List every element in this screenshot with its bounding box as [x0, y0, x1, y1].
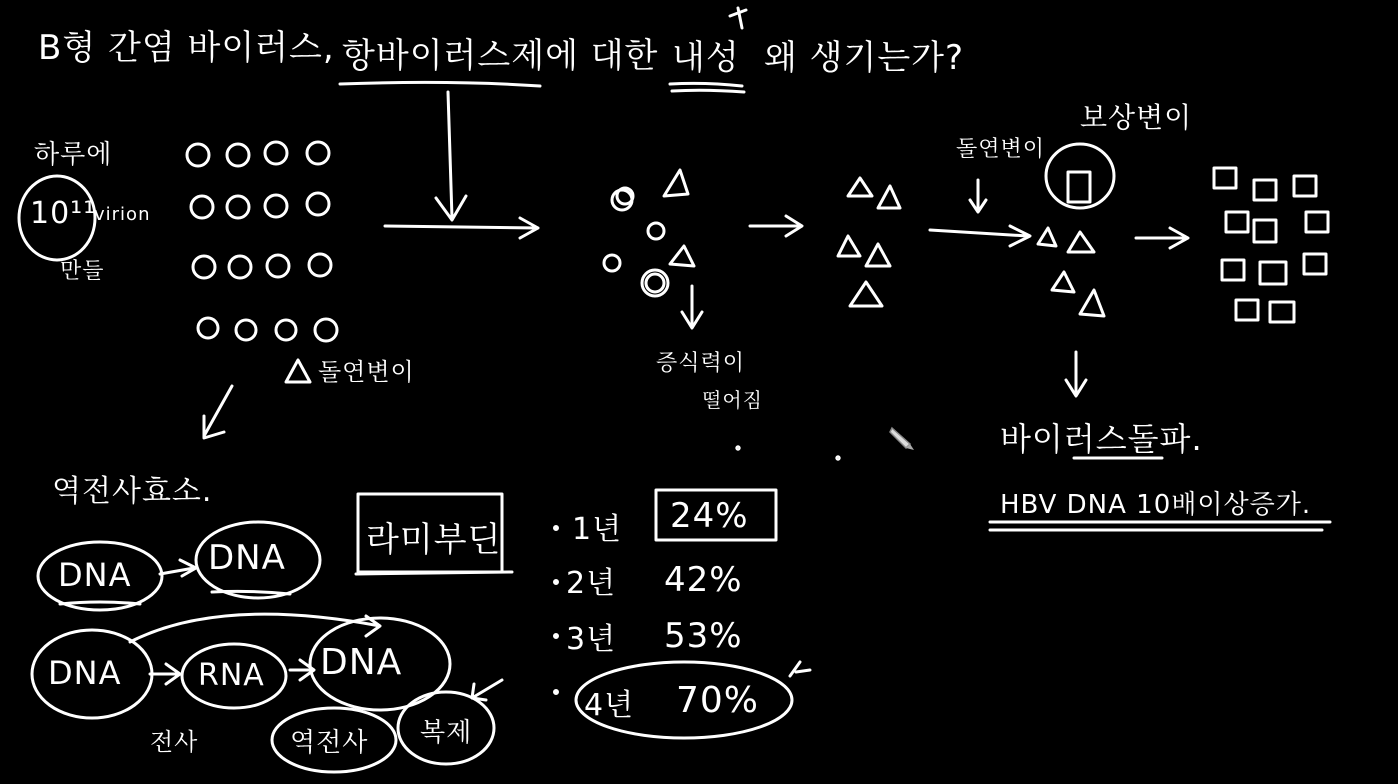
rate-year-1: 1년 [572, 512, 623, 547]
mutation-small-arrow [970, 180, 986, 212]
mixed-population [1038, 228, 1104, 316]
resistance-underline [670, 83, 742, 86]
bullet-3 [555, 635, 558, 638]
proliferation-line-1: 증식력이 [656, 351, 746, 376]
breakthrough-down-arrow [1066, 352, 1086, 396]
curved-arrow [130, 614, 380, 642]
after-drug-population [604, 170, 694, 296]
diag-arrow [204, 386, 232, 438]
lamivudine-label: 라미부딘 [366, 520, 502, 560]
dna2-underline [212, 591, 290, 594]
dna-to-dna-arrow [160, 560, 196, 576]
title-part-1: B형 간염 바이러스, [38, 28, 335, 68]
dna-4: DNA [320, 642, 403, 683]
compensation-square [1068, 172, 1090, 202]
rate-value-1: 24% [670, 496, 749, 536]
transcription-label: 전사 [150, 728, 199, 756]
dna-3: DNA [48, 654, 122, 692]
right-arrow-1 [385, 218, 538, 238]
title-underline [340, 82, 540, 86]
title-part-3: 내성 [672, 38, 740, 78]
dot [837, 457, 839, 459]
dna-to-rna-arrow [150, 664, 180, 684]
dna-2: DNA [208, 538, 286, 578]
breakthrough-label: 바이러스돌파. [1000, 420, 1203, 458]
rate-year-4: 4년 [584, 688, 635, 723]
title-part-2: 항바이러스제에 대한 [342, 36, 659, 76]
dna-1: DNA [58, 556, 132, 594]
rate-value-3: 53% [664, 616, 743, 656]
virion-count: 10¹¹ [30, 196, 97, 231]
rna: RNA [198, 658, 265, 693]
bullet-1 [555, 527, 558, 530]
compensation-label: 보상변이 [1080, 101, 1193, 134]
asterisk-mark [730, 8, 746, 28]
hbv-note: HBV DNA 10배이상증가. [1000, 490, 1312, 520]
virion-unit: virion [94, 204, 151, 225]
right-arrow-4 [1136, 228, 1188, 248]
produced-label: 만들 [60, 259, 105, 284]
pen-cursor-icon [888, 424, 916, 452]
title-part-4: 왜 생기는가? [764, 38, 965, 78]
rate-year-2: 2년 [566, 566, 617, 601]
mutant-population [838, 178, 900, 306]
rt-heading: 역전사효소. [52, 474, 213, 509]
dna1-underline [60, 602, 140, 604]
hbv-double-underline [990, 522, 1330, 530]
resistance-underline-2 [672, 90, 744, 92]
bullet-2 [555, 581, 558, 584]
right-arrow-3 [930, 226, 1030, 246]
right-arrow-2 [750, 216, 802, 236]
compensation-circle [1046, 144, 1114, 208]
mutation-note: 돌연변이 [318, 358, 415, 386]
proliferation-line-2: 떨어짐 [702, 388, 763, 412]
proliferation-down-arrow [682, 286, 702, 328]
mutation-label: 돌연변이 [956, 137, 1046, 162]
dot [737, 447, 739, 449]
mutant-triangle-legend [286, 360, 310, 382]
replication-label: 복제 [420, 718, 473, 748]
reverse-transcription-label: 역전사 [290, 728, 369, 758]
lamivudine-underline [356, 572, 512, 574]
small-diag-arrow [472, 680, 502, 700]
virion-grid [187, 142, 337, 341]
bullet-4 [555, 691, 558, 694]
rate-star [790, 662, 810, 676]
down-arrow [436, 92, 466, 220]
per-day-label: 하루에 [34, 140, 113, 170]
rate-year-3: 3년 [566, 622, 617, 657]
rate-value-2: 42% [664, 560, 743, 600]
resistant-population [1214, 168, 1328, 322]
rate-value-4: 70% [676, 680, 760, 721]
